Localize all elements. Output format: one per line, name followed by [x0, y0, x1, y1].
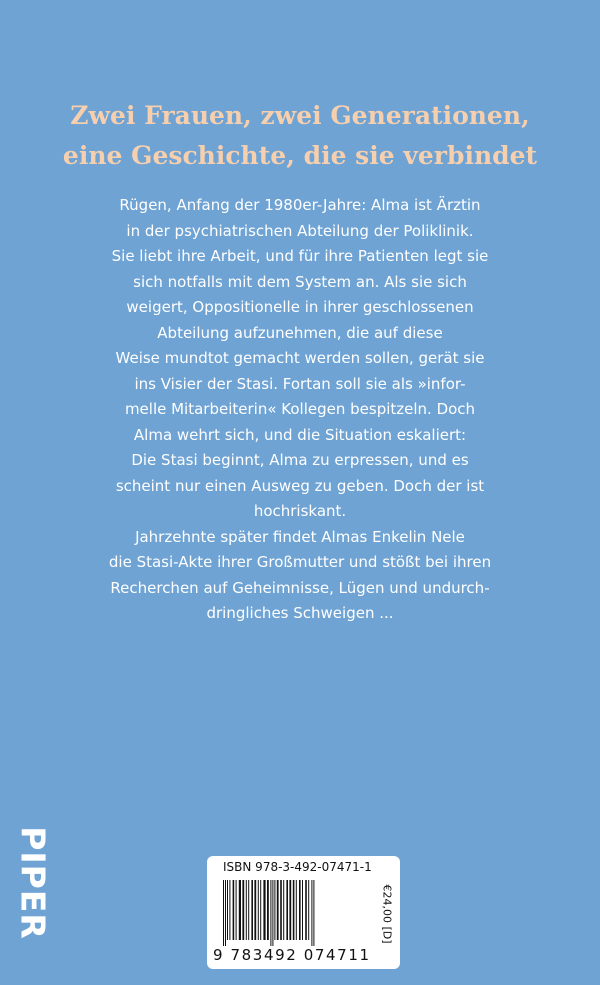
barcode-bars	[221, 880, 365, 946]
barcode-bar	[302, 880, 303, 940]
barcode-bar	[254, 880, 256, 940]
barcode-bar	[246, 880, 247, 940]
blurb-line: hochriskant.	[253, 502, 347, 520]
barcode-digits: 9 783492 074711	[213, 946, 371, 964]
headline	[0, 96, 600, 176]
blurb-line: Rügen, Anfang der 1980er-Jahre: Alma ist Ärztin	[119, 196, 481, 214]
barcode-bar	[263, 880, 265, 940]
blurb-line: Weise mundtot gemacht werden sollen, gerät sie	[115, 349, 485, 367]
barcode-bar	[270, 880, 271, 946]
barcode-bar	[223, 880, 224, 946]
blurb-line: Recherchen auf Geheimnisse, Lügen und undurch-	[110, 578, 490, 597]
barcode-bar	[277, 880, 279, 940]
barcode-bar	[296, 880, 297, 940]
blurb-line: scheint nur einen Ausweg zu geben. Doch der ist	[115, 476, 485, 495]
barcode-bar	[260, 880, 261, 940]
blurb-line: ins Visier der Stasi. Fortan soll sie als »infor-	[134, 374, 466, 393]
barcode-bar	[225, 880, 226, 946]
blurb-line: Sie liebt ihre Arbeit, und für ihre Patienten legt sie	[111, 247, 489, 265]
barcode-bar	[239, 880, 241, 940]
barcode-bar	[286, 880, 288, 940]
blurb-line: Abteilung aufzunehmen, die auf diese	[157, 323, 443, 342]
barcode-bar	[313, 880, 314, 946]
barcode-bar	[289, 880, 291, 940]
barcode-bar	[280, 880, 282, 940]
barcode-bar	[305, 880, 307, 940]
barcode-bar	[242, 880, 244, 940]
publisher-logo	[14, 824, 52, 942]
blurb-text	[40, 193, 560, 627]
blurb-line: die Stasi-Akte ihrer Großmutter und stößt bei ihren	[108, 553, 492, 571]
price-text: €24,00 [D]	[380, 884, 394, 944]
blurb-line: weigert, Oppositionelle in ihrer geschlossenen	[126, 298, 474, 316]
barcode-bar	[311, 880, 312, 946]
barcode-bar	[227, 880, 228, 940]
barcode-bar	[251, 880, 253, 940]
barcode-bar	[229, 880, 230, 940]
barcode-bar	[308, 880, 309, 940]
blurb-line: Alma wehrt sich, und die Situation eskaliert:	[133, 425, 467, 444]
price-label	[377, 864, 397, 964]
barcode-bar	[248, 880, 249, 940]
publisher-name: PIPER	[13, 826, 53, 940]
headline-line: eine Geschichte, die sie verbindet	[62, 141, 538, 170]
barcode-bar	[293, 880, 295, 940]
barcode-bar	[233, 880, 235, 940]
barcode-bar	[283, 880, 284, 940]
barcode-label	[207, 856, 400, 969]
blurb-line: melle Mitarbeiterin« Kollegen bespitzeln. Doch	[124, 400, 476, 418]
isbn-text: ISBN 978-3-492-07471-1	[223, 860, 372, 874]
blurb-line: Jahrzehnte später findet Almas Enkelin Nele	[135, 527, 465, 546]
barcode-bar	[236, 880, 237, 940]
barcode-bar	[272, 880, 273, 946]
headline-line: Zwei Frauen, zwei Generationen,	[70, 101, 530, 130]
blurb-line: dringliches Schweigen ...	[206, 604, 394, 622]
barcode-bar	[258, 880, 259, 940]
barcode-bar	[274, 880, 275, 940]
blurb-line: in der psychiatrischen Abteilung der Poliklinik.	[126, 221, 474, 240]
blurb-line: sich notfalls mit dem System an. Als sie sich	[133, 272, 467, 291]
blurb-line: Die Stasi beginnt, Alma zu erpressen, und es	[131, 451, 469, 469]
barcode-bar	[299, 880, 301, 940]
barcode-bar	[267, 880, 269, 940]
